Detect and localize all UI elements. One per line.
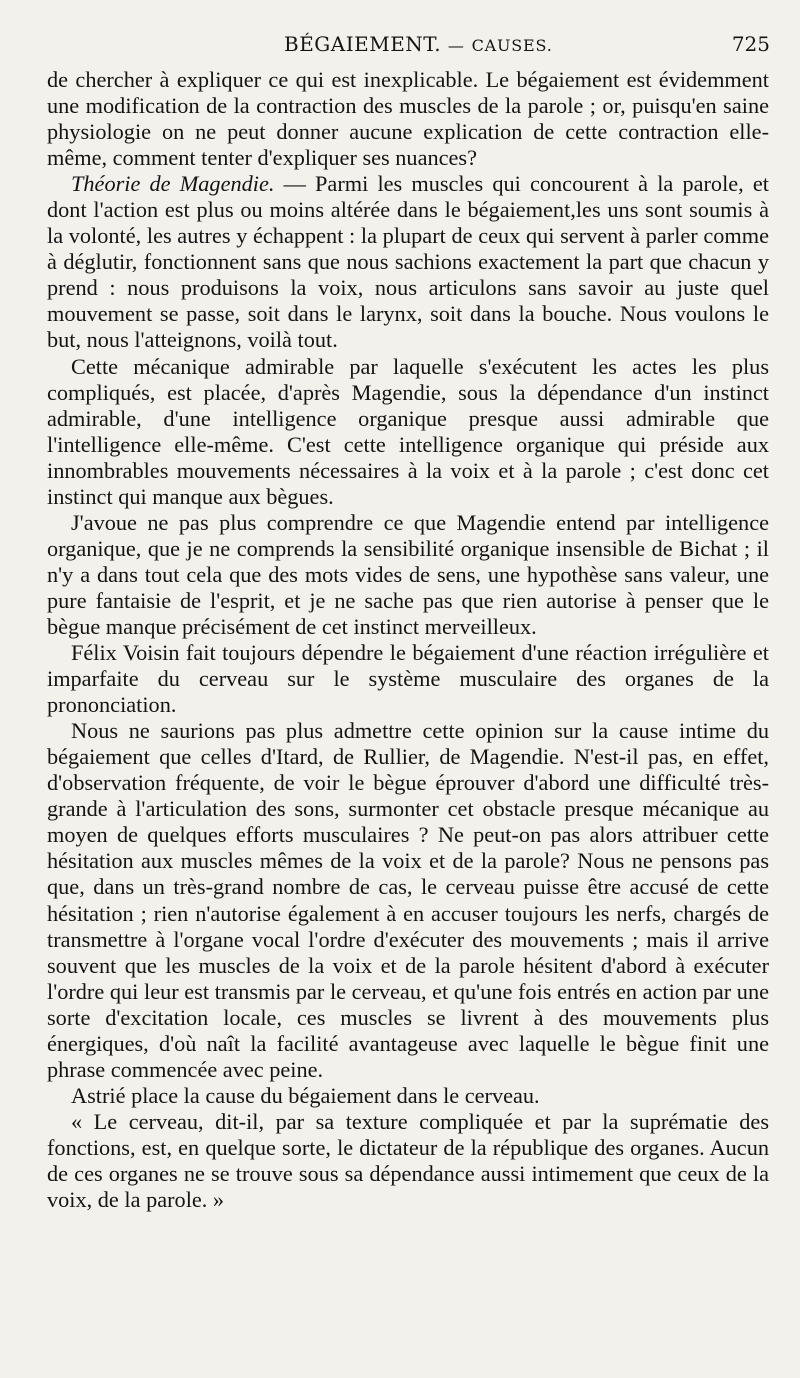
page-number: 725 [731, 32, 770, 56]
section-heading: Théorie de Magendie. [71, 171, 275, 197]
paragraph-2 [47, 171, 769, 353]
paragraph-8: « Le cerveau, dit-il, par sa texture compliquée et par la suprématie des fonctions, est, en quelque sorte, le dictateur de la république des organes. Aucun de ces organes ne se trouve sous sa dépendance aussi intimement que ceux de la voix, de la parole. » [47, 1108, 769, 1213]
page-header [48, 30, 770, 60]
running-head-title: BÉGAIEMENT. [284, 32, 442, 56]
page-body [47, 67, 769, 1213]
paragraph-5: Félix Voisin fait toujours dépendre le bégaiement d'une réaction irrégulière et imparfaite du cerveau sur le système musculaire des organes de la prononciation. [47, 640, 769, 718]
paragraph-4: J'avoue ne pas plus comprendre ce que Magendie entend par intelligence organique, que je ne comprends la sensibilité organique insensible de Bichat ; il n'y a dans tout cela que des mots vides de sens, une hypothèse sans valeur, une pure fantaisie de l'esprit, et je ne sache pas que rien autorise à penser que le bègue manque précisément de cet instinct merveilleux. [47, 509, 769, 639]
running-head-section: CAUSES. [471, 36, 553, 55]
paragraph-3: Cette mécanique admirable par laquelle s'exécutent les actes les plus compliqués, est placée, d'après Magendie, sous la dépendance d'un instinct admirable, d'une intelligence organique presque aussi admirable que l'intelligence elle-même. C'est cette intelligence organique qui préside aux innombrables mouvements nécessaires à la voix et à la parole ; c'est donc cet instinct qui manque aux bègues. [47, 353, 769, 509]
paragraph-1: de chercher à expliquer ce qui est inexplicable. Le bégaiement est évidemment une modification de la contraction des muscles de la parole ; or, puisqu'en saine physiologie on ne peut donner aucune explication de cette contraction elle-même, comment tenter d'expliquer ses nuances? [47, 67, 769, 171]
running-head [284, 32, 553, 56]
running-head-dash: — [447, 36, 465, 55]
paragraph-7: Astrié place la cause du bégaiement dans le cerveau. [71, 1082, 540, 1108]
paragraph-6: Nous ne saurions pas plus admettre cette opinion sur la cause intime du bégaiement que celles d'Itard, de Rullier, de Magendie. N'est-il pas, en effet, d'observation fréquente, de voir le bègue éprouver d'abord une difficulté très-grande à l'articulation des sons, surmonter cet obstacle presque mécanique au moyen de quelques efforts musculaires ? Ne peut-on pas alors attribuer cette hésitation aux muscles mêmes de la voix et de la parole? Nous ne pensons pas que, dans un très-grand nombre de cas, le cerveau puisse être accusé de cette hésitation ; rien n'autorise également à en accuser toujours les nerfs, chargés de transmettre à l'organe vocal l'ordre d'exécuter des mouvements ; mais il arrive souvent que les muscles de la voix et de la parole hésitent d'abord à exécuter l'ordre qui leur est transmis par le cerveau, et qu'une fois entrés en action par une sorte d'excitation locale, ces muscles se livrent à des mouvements plus énergiques, d'où naît la facilité avantageuse avec laquelle le bègue finit une phrase commencée avec peine. [47, 718, 769, 1082]
paragraph-2-text: — Parmi les muscles qui concourent à la parole, et dont l'action est plus ou moins altérée dans le bégaiement,les uns sont soumis à la volonté, les autres y échappent : la plupart de ceux qui servent à parler comme à déglutir, fonctionnent sans que nous sachions exactement la part que chacun y prend : nous produisons la voix, nous articulons sans savoir au juste quel mouvement se passe, soit dans le larynx, soit dans la bouche. Nous voulons le but, nous l'atteignons, voilà tout. [47, 171, 769, 353]
